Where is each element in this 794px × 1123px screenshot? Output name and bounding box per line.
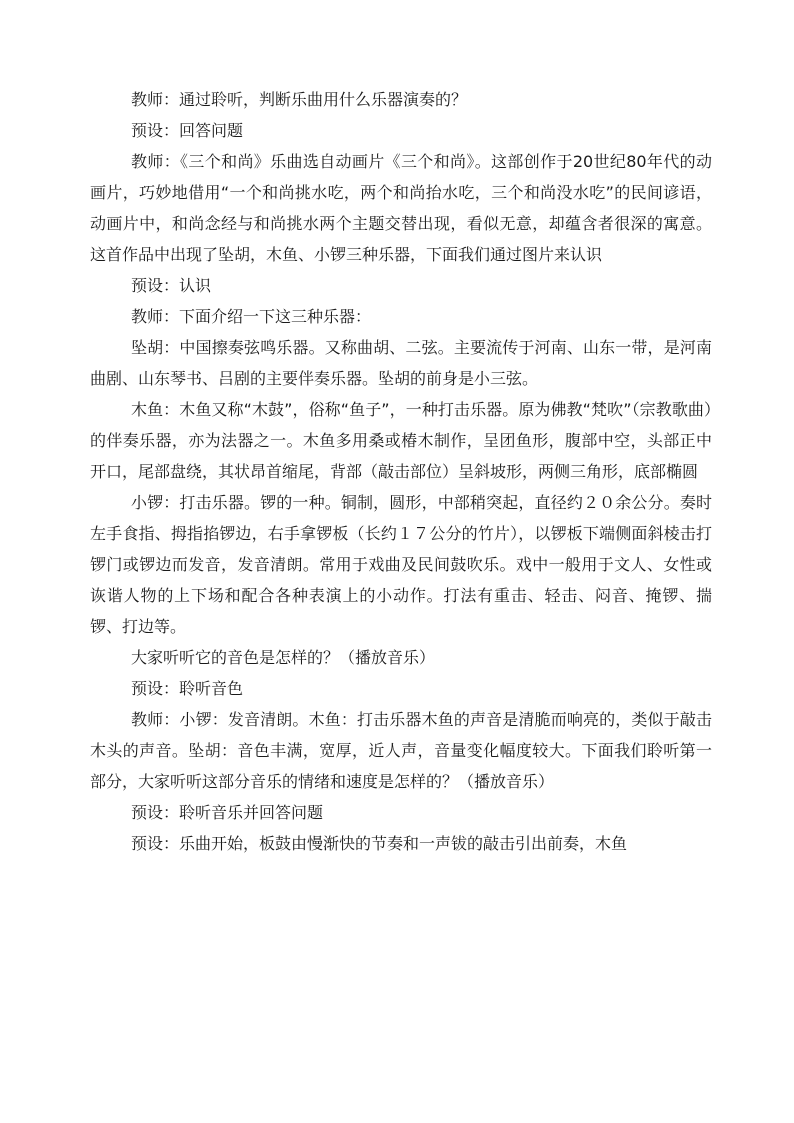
paragraph-teacher-timbre: 教师：小锣：发音清朗。木鱼：打击乐器木鱼的声音是清脆而响亮的，类似于敲击木头的声音。坠胡：音色丰满，宽厚，近人声，音量变化幅度较大。下面我们聆听第一部分，大家听听这部分音乐的情绪和速度是怎样的？（播放音乐） [90, 710, 712, 791]
paragraph-teacher-instruments: 教师：下面介绍一下这三种乐器： [131, 307, 372, 326]
paragraph-preset-listen-timbre: 预设：聆听音色 [131, 679, 244, 698]
paragraph-zhuihu: 坠胡：中国擦奏弦鸣乐器。又称曲胡、二弦。主要流传于河南、山东一带，是河南曲剧、山东琴书、吕剧的主要伴奏乐器。坠胡的前身是小三弦。 [90, 338, 712, 388]
paragraph-teacher-question: 教师：通过聆听，判断乐曲用什么乐器演奏的？ [131, 90, 468, 109]
paragraph-preset-answer: 预设：回答问题 [131, 121, 244, 140]
paragraph-xiaoluo: 小锣：打击乐器。锣的一种。铜制，圆形，中部稍突起，直径约２０余公分。奏时左手食指、拇指掐锣边，右手拿锣板（长约１７公分的竹片），以锣板下端侧面斜棱击打锣门或锣边而发音，发音清朗。常用于戏曲及民间鼓吹乐。戏中一般用于文人、女性或诙谐人物的上下场和配合各种表演上的小动作。打法有重击、轻击、闷音、掩锣、揣锣、打边等。 [90, 493, 712, 636]
paragraph-preset-listen-answer: 预设：聆听音乐并回答问题 [131, 803, 324, 822]
paragraph-preset-recognize: 预设：认识 [131, 276, 212, 295]
paragraph-preset-music-start: 预设：乐曲开始，板鼓由慢渐快的节奏和一声钹的敲击引出前奏，木鱼 [131, 834, 628, 853]
paragraph-muyu: 木鱼：木鱼又称“木鼓”，俗称“鱼子”，一种打击乐器。原为佛教“梵吹”（宗教歌曲）的伴奏乐器，亦为法器之一。木鱼多用桑或椿木制作，呈团鱼形，腹部中空，头部正中开口，尾部盘绕，其状昂首缩尾，背部（敲击部位）呈斜坡形，两侧三角形，底部椭圆 [90, 400, 712, 481]
paragraph-listen-timbre: 大家听听它的音色是怎样的？（播放音乐） [131, 648, 436, 667]
document-body [90, 84, 712, 859]
paragraph-teacher-intro: 教师：《三个和尚》乐曲选自动画片《三个和尚》。这部创作于20世纪80年代的动画片，巧妙地借用“一个和尚挑水吃，两个和尚抬水吃，三个和尚没水吃”的民间谚语，动画片中，和尚念经与和尚挑水两个主题交替出现，看似无意，却蕴含者很深的寓意。这首作品中出现了坠胡，木鱼、小锣三种乐器，下面我们通过图片来认识 [90, 152, 712, 264]
